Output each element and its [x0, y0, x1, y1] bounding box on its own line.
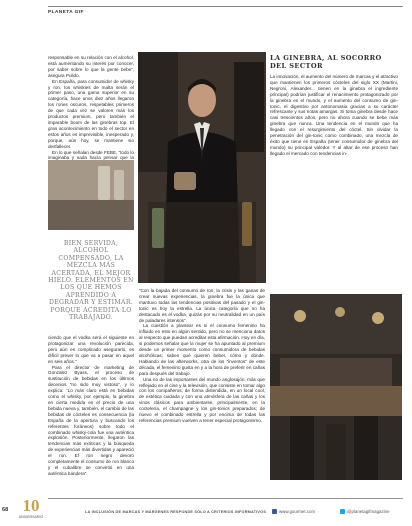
- bartender-photo: [138, 52, 266, 283]
- twitter-icon: [340, 509, 345, 514]
- footer-rule: [48, 498, 403, 499]
- paragraph: “Con la bajada del consumo de ron, la crisis y las ganas de crear nuevas experiencias, la ginebra fue la única que mantuvo todas las tendencias positivas del pasado y el gin-tonic es hoy la estrella. La única categoría que no ha destacado es el vodka, quizás por su neutralidad en un país de paladares intensos”.: [139, 288, 265, 323]
- web-icon: [272, 509, 277, 514]
- section-label: PLANETA GIF: [48, 10, 84, 15]
- left-column-bottom-text: [48, 335, 134, 477]
- paragraph: En España, para consumidor de whisky y ron, los whiskies de malta serán el primer paso, una gama superior en su categoría, hace unos diez años llegaron los rones oscuros, respetables primeros de que cada vez se valoren más los productos premium, pero también el imparable boom de las ginebras top. El gran acontecimiento en todo el sector en estos años es imprevisible, inesperado y, porque, aún hoy, se mantiene sin desfallecer.: [48, 78, 134, 149]
- paragraph: La cuestión a plantear es si el consumo femenino ha influido en esto en algún sentido, pero no se menciona datos al respecto que puedan acreditar esta afirmación. Hoy en día, si podemos señalar que la mujer se ha apuntado al premium desde un primer momento como consumidora de bebidas alcohólicas; saben qué quieren beber, cómo y dónde. Hablando de las afterworks, otra de los “inventos” de este década, el femenino gusta en y a la hora de preferir en cañas para después del trabajo.: [139, 323, 265, 376]
- logo-caption: ANIVERSARIO: [18, 515, 44, 519]
- header-rule: [48, 6, 403, 7]
- anniversary-logo-graphic: [18, 491, 44, 521]
- anniversary-logo: [18, 491, 44, 521]
- paragraph: Una no de las importantes del mundo anglosajón, más que reflejado en el cine y la televisión, que consiste en tomar algo con los compañeros, de forma distendida, en un local cool, de estética cuidada y con una atmósfera de las cañas y los vinos clásicos para ambientarse, principalmente, en la coctelería, el champagne y los gin-tonics preparados; de nuevo el combinado estrella y por encima de todas las referencias premium vuelven a tener especial protagonismo.: [139, 376, 265, 423]
- pull-quote-box: [48, 240, 134, 322]
- footer-twitter[interactable]: [340, 509, 390, 514]
- paragraph: responsable en su relación con el alcohol, está aumentando su interés por conocer, por saber sobre lo que la gente bebe”, asegura Pulido.: [48, 55, 134, 78]
- paragraph: En lo que señalan desde FEBE, “todo lo imaginaba y nada hacía pensar que la: [48, 149, 134, 161]
- footer-website[interactable]: [272, 509, 315, 514]
- paragraph: ciendo que el vodka será el siguiente en protagonizar una revolución parecida, pero aún es complicado asegurarlo, es difícil prever lo que va a pasar en aquel en seis años.”: [48, 335, 134, 364]
- middle-column-text: [139, 288, 265, 424]
- section-heading: LA GINEBRA, AL SOCORRO DEL SECTOR: [270, 54, 382, 70]
- bar-detail-illustration: [48, 160, 134, 230]
- page-number: 68: [2, 507, 9, 513]
- paragraph: Para el director de marketing de Gonzalez Byass, el proceso de sustitución de bebidas en los últimos decenios “no sido muy vistoso”, y lo explica: “Lo más claro está en bebidas como el whisky, por ejemplo, la ginebra en cierta medida en el precio de una bebida nueva y, también, el cambio de las bebidas de cócteles es consecuencia (la España de la apertura y buscando los referentes foráneos) sobre todo el combinado whisky-cola fue una auténtica explosión. Posteriormente, llegaron las tendencias más exóticas y la búsqueda de experiencias más divertidas y apareció el ron. El ron negro devoró completamente el consumo de ron blanco y el cubalibre se convirtió en una auténtica bandera”.: [48, 364, 134, 476]
- logo-number: 10: [22, 496, 40, 515]
- pull-quote: BIEN SERVIDA, ALCOHOL COMPENSADO, LA MEZCLA MÁS ACERTADA, EL MEJOR HIELO. ELEMENTOS EN LOS QUE HEMOS APRENDIDO A DEGRADAR Y ESTIMAR. PORQUE ACREDITA LO TRABAJADO.: [48, 240, 134, 322]
- bar-room-photo: [270, 294, 402, 480]
- website-link[interactable]: www.gourmet.com: [279, 509, 316, 514]
- bar-detail-photo: [48, 160, 134, 230]
- twitter-handle[interactable]: @planetagifmagazine: [347, 509, 390, 514]
- bartender-illustration: [138, 52, 266, 283]
- paragraph: La innovación, el aumento del número de marcas y el atractivo que mantienen los primeros cócteles del siglo XX (Martini, Negroni, Alexander... tienen en la ginebra el ingrediente principal) podrían justificar el renacimiento protagonizado por la ginebra en el mundo, y el aumento del consumo de gin-tonic, el digestivo por antonomasia gracias a su carácter refrescante y sus notas amargas. Si toma ginebra desde hace casi trescientos años, pero no ahora cuando se bebe más ginebra que nunca. Una tendencia en el mundo que ha llegado con el resurgimiento del cóctel. Sin olvidar la penetración del gin-tonic como combinado, una mezcla de éxito que tiene en España (tener consumidor de ginebra del mundo) su principal valedor. Y al altar de ese proceso han llegado el mercado con tendencias in-: [270, 74, 398, 156]
- bar-room-illustration: [270, 294, 402, 480]
- right-column-text: [270, 74, 398, 157]
- footer-disclaimer: LA INCLUSIÓN DE MARCAS Y MÁRGENES RESPONDE SÓLO A CRITERIOS INFORMATIVOS: [85, 510, 267, 514]
